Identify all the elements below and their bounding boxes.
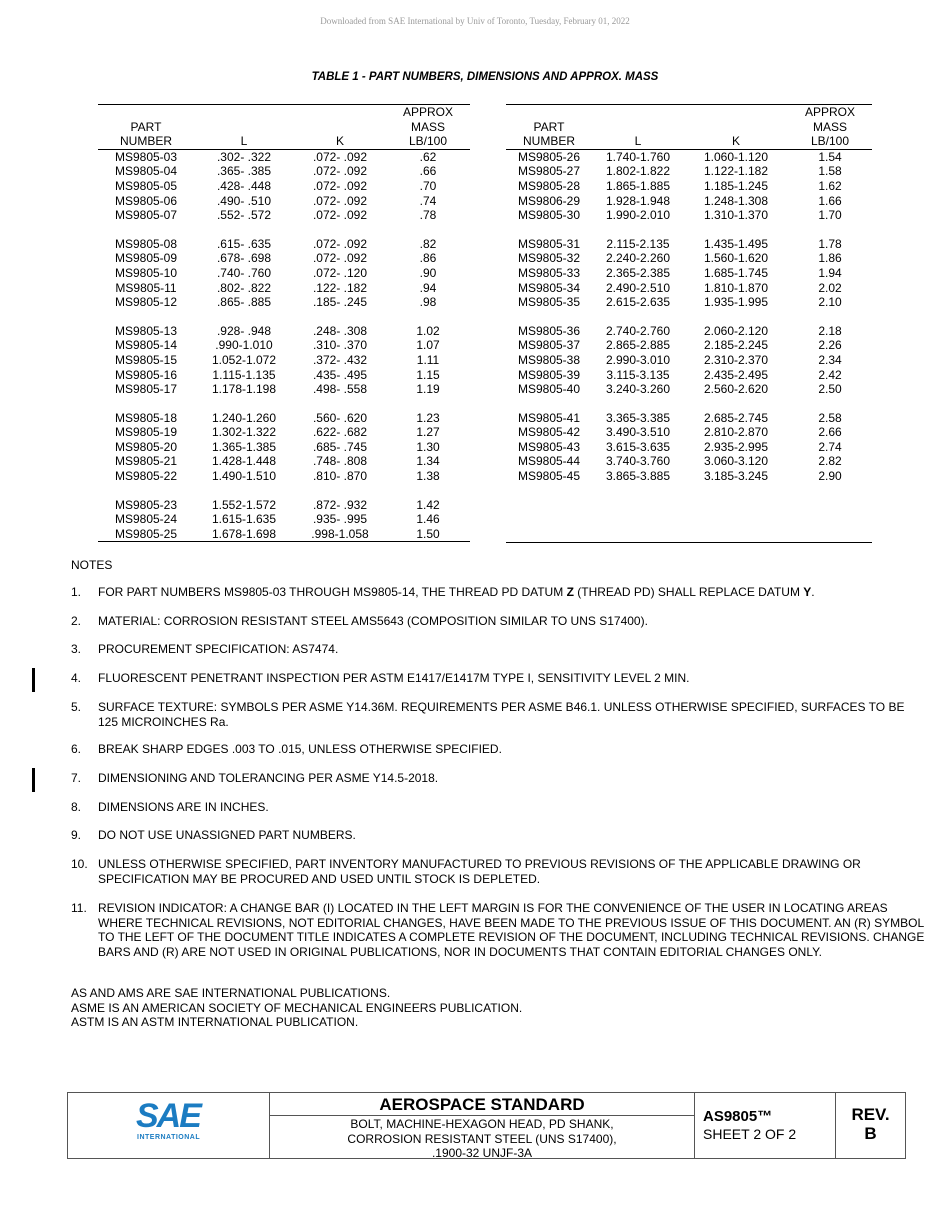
note-text: PROCUREMENT SPECIFICATION: AS7474. [98, 642, 339, 656]
note-text: BREAK SHARP EDGES .003 TO .015, UNLESS OTHERWISE SPECIFIED. [98, 742, 502, 756]
k-cell: .072- .120 [312, 265, 368, 280]
part-number-cell: MS9805-03 [114, 149, 178, 164]
k-cell: 1.310-1.370 [703, 208, 769, 223]
col-header-part-number: PART NUMBER [98, 105, 194, 150]
l-cell: 2.740-2.760 [605, 323, 671, 338]
part-number-cell: MS9805-20 [114, 439, 178, 454]
table-row [98, 295, 470, 310]
note-text: REVISION INDICATOR: A CHANGE BAR (I) LOCATED IN THE LEFT MARGIN IS FOR THE CONVENIENCE OF THE USER IN LOCATING AREAS WHERE TECHNICAL REVISIONS, NOT EDITORIAL CHANGES, HAVE BEEN MADE TO THE PREVIOUS ISSUE OF THIS DOCUMENT. AN (R) SYMBOL TO THE LEFT OF THE DOCUMENT TITLE INDICATES A COMPLETE REVISION OF THE DOCUMENT, INCLUDING TECHNICAL REVISIONS. CHANGE BARS AND (R) ARE NOT USED IN ORIGINAL PUBLICATIONS, NOR IN DOCUMENTS THAT CONTAIN EDITORIAL CHANGES ONLY. [98, 901, 925, 959]
table-row [506, 208, 872, 223]
l-cell: 1.490-1.510 [211, 469, 277, 484]
mass-cell: 2.66 [818, 425, 842, 440]
mass-cell: 1.38 [416, 469, 440, 484]
l-cell: 3.240-3.260 [605, 382, 671, 397]
k-cell: .072- .092 [312, 251, 368, 266]
part-number-cell: MS9805-39 [517, 367, 581, 382]
table-row [506, 194, 872, 209]
l-cell: .678- .698 [216, 251, 272, 266]
mass-cell: 2.10 [818, 295, 842, 310]
l-cell: 1.052-1.072 [211, 352, 277, 367]
note-text: DO NOT USE UNASSIGNED PART NUMBERS. [98, 828, 356, 842]
k-cell: .748- .808 [312, 454, 368, 469]
l-cell: .490- .510 [216, 193, 272, 208]
table-row [506, 353, 872, 368]
part-number-cell: MS9805-12 [114, 295, 178, 310]
l-cell: 2.365-2.385 [605, 265, 671, 280]
table-row [98, 266, 470, 281]
table-row [98, 237, 470, 252]
mass-cell: .74 [419, 193, 437, 208]
mass-cell: 2.50 [818, 382, 842, 397]
publication-line: ASTM IS AN ASTM INTERNATIONAL PUBLICATION. [71, 1015, 359, 1030]
k-cell: .072- .092 [312, 178, 368, 193]
table-row [98, 440, 470, 455]
part-table-left [98, 104, 470, 542]
l-cell: 1.928-1.948 [605, 193, 671, 208]
table-row [98, 382, 470, 397]
mass-cell: 2.90 [818, 469, 842, 484]
part-number-cell: MS9805-25 [114, 526, 178, 541]
l-cell: .365- .385 [216, 164, 272, 179]
part-number-cell: MS9805-16 [114, 367, 178, 382]
k-cell: .622- .682 [312, 425, 368, 440]
table-row [98, 251, 470, 266]
note-text: DIMENSIONING AND TOLERANCING PER ASME Y14.5-2018. [98, 771, 439, 785]
col-header-mass: APPROX MASS LB/100 [386, 105, 470, 150]
part-number-cell: MS9805-04 [114, 164, 178, 179]
table-row [506, 454, 872, 469]
l-cell: .615- .635 [216, 236, 272, 251]
table-row [98, 164, 470, 179]
revision-cell [836, 1093, 905, 1158]
note-number: 2. [71, 614, 82, 628]
note-number: 11. [71, 901, 87, 915]
mass-cell: .82 [419, 236, 437, 251]
publication-line: AS AND AMS ARE SAE INTERNATIONAL PUBLICATIONS. [71, 986, 391, 1000]
mass-cell: 1.02 [416, 323, 440, 338]
part-number-cell: MS9805-38 [517, 352, 581, 367]
l-cell: 1.615-1.635 [211, 512, 277, 527]
mass-cell: 2.34 [818, 352, 842, 367]
part-number-cell: MS9805-18 [114, 410, 178, 425]
mass-cell: 1.70 [818, 208, 842, 223]
mass-cell: .70 [419, 178, 437, 193]
table-row [98, 338, 470, 353]
table-row [98, 411, 470, 426]
k-cell: .872- .932 [312, 497, 368, 512]
table-row [506, 411, 872, 426]
document-number: AS9805™ [703, 1108, 773, 1125]
table-row [98, 353, 470, 368]
part-description [270, 1116, 694, 1161]
table-row [98, 324, 470, 339]
revision-value: B [864, 1124, 877, 1143]
part-number-cell: MS9805-42 [517, 425, 581, 440]
k-cell: 1.248-1.308 [703, 193, 769, 208]
change-bar [32, 768, 35, 792]
k-cell: 3.185-3.245 [703, 469, 769, 484]
k-cell: .435- .495 [312, 367, 368, 382]
k-cell: .310- .370 [312, 338, 368, 353]
mass-cell: 2.74 [818, 439, 842, 454]
l-cell: .740- .760 [216, 265, 272, 280]
publication-line: ASME IS AN AMERICAN SOCIETY OF MECHANICAL ENGINEERS PUBLICATION. [71, 1000, 523, 1015]
k-cell: .072- .092 [312, 236, 368, 251]
part-number-cell: MS9805-34 [517, 280, 581, 295]
table-row [506, 281, 872, 296]
k-cell: .072- .092 [312, 164, 368, 179]
table-row [506, 324, 872, 339]
part-number-cell: MS9805-19 [114, 425, 178, 440]
col-header-l: L [194, 105, 294, 150]
part-table-right [506, 104, 872, 484]
note-number: 8. [71, 800, 82, 814]
table-row [98, 498, 470, 513]
part-number-cell: MS9805-08 [114, 236, 178, 251]
note-number: 6. [71, 742, 82, 756]
k-cell: 1.810-1.870 [703, 280, 769, 295]
mass-cell: 1.50 [416, 526, 440, 541]
l-cell: 2.990-3.010 [605, 352, 671, 367]
k-cell: 1.435-1.495 [703, 236, 769, 251]
part-number-cell: MS9805-06 [114, 193, 178, 208]
part-number-cell: MS9805-40 [517, 382, 581, 397]
table-row [506, 251, 872, 266]
table-row [506, 469, 872, 484]
publications-list [71, 986, 522, 1030]
k-cell: .072- .092 [312, 193, 368, 208]
l-cell: .552- .572 [216, 208, 272, 223]
table-row [98, 179, 470, 194]
notes-heading: NOTES [71, 558, 113, 572]
note-number: 5. [71, 700, 82, 714]
l-cell: 3.115-3.135 [606, 367, 670, 382]
part-number-cell: MS9805-36 [517, 323, 581, 338]
description-line: CORROSION RESISTANT STEEL (UNS S17400), [347, 1131, 617, 1146]
k-cell: 1.685-1.745 [703, 265, 769, 280]
l-cell: 2.240-2.260 [605, 251, 671, 266]
mass-cell: 1.23 [416, 410, 440, 425]
k-cell: .685- .745 [312, 439, 368, 454]
note-text: MATERIAL: CORROSION RESISTANT STEEL AMS5643 (COMPOSITION SIMILAR TO UNS S17400). [98, 614, 648, 628]
k-cell: .122- .182 [312, 280, 368, 295]
k-cell: .248- .308 [312, 323, 368, 338]
l-cell: 1.365-1.385 [211, 439, 277, 454]
part-number-cell: MS9805-41 [517, 410, 581, 425]
mass-cell: 2.82 [818, 454, 842, 469]
l-cell: 1.740-1.760 [605, 149, 671, 164]
k-cell: 2.060-2.120 [703, 323, 769, 338]
k-cell: .072- .092 [312, 149, 368, 164]
table-row [98, 194, 470, 209]
table-row [98, 208, 470, 223]
mass-cell: 1.42 [416, 497, 440, 512]
l-cell: .802- .822 [216, 280, 272, 295]
l-cell: 1.178-1.198 [211, 382, 277, 397]
sae-logo-letters: SAE [136, 1097, 200, 1135]
part-number-cell: MS9805-44 [517, 454, 581, 469]
title-cell [270, 1093, 695, 1158]
part-number-cell: MS9805-27 [517, 164, 581, 179]
logo-cell [68, 1093, 270, 1158]
change-bar [32, 668, 35, 692]
part-number-cell: MS9805-33 [517, 265, 581, 280]
l-cell: 1.802-1.822 [605, 164, 671, 179]
table-row [98, 527, 470, 542]
sae-logo-subtext: INTERNATIONAL [137, 1134, 201, 1141]
k-cell: 2.810-2.870 [703, 425, 769, 440]
mass-cell: 2.02 [818, 280, 842, 295]
l-cell: 3.365-3.385 [605, 410, 671, 425]
part-number-cell: MS9805-13 [114, 323, 178, 338]
table-row [506, 368, 872, 383]
table-row [98, 281, 470, 296]
l-cell: .865- .885 [216, 295, 272, 310]
description-line: BOLT, MACHINE-HEXAGON HEAD, PD SHANK, [350, 1117, 614, 1131]
table-row [98, 368, 470, 383]
part-number-cell: MS9805-45 [517, 469, 581, 484]
k-cell: 2.185-2.245 [703, 338, 769, 353]
l-cell: 3.865-3.885 [605, 469, 671, 484]
mass-cell: 1.11 [416, 352, 440, 367]
table-row [506, 237, 872, 252]
col-header-mass: APPROX MASS LB/100 [788, 105, 872, 150]
l-cell: .928- .948 [216, 323, 272, 338]
part-number-cell: MS9805-23 [114, 497, 178, 512]
part-number-cell: MS9805-35 [517, 295, 581, 310]
download-watermark: Downloaded from SAE International by Univ of Toronto, Tuesday, February 01, 2022 [320, 16, 630, 26]
mass-cell: .86 [419, 251, 437, 266]
part-number-cell: MS9805-28 [517, 178, 581, 193]
l-cell: .302- .322 [216, 149, 272, 164]
part-number-cell: MS9805-30 [517, 208, 581, 223]
mass-cell: 1.58 [818, 164, 842, 179]
document-number-cell [695, 1093, 836, 1158]
mass-cell: .78 [419, 208, 437, 223]
table-row [98, 469, 470, 484]
mass-cell: 1.07 [416, 338, 440, 353]
part-number-cell: MS9805-21 [114, 454, 178, 469]
note-number: 3. [71, 642, 82, 656]
note-text: DIMENSIONS ARE IN INCHES. [98, 800, 269, 814]
table-row [506, 425, 872, 440]
note-text: FLUORESCENT PENETRANT INSPECTION PER ASTM E1417/E1417M TYPE I, SENSITIVITY LEVEL 2 MIN. [98, 671, 690, 685]
part-number-cell: MS9805-15 [114, 352, 178, 367]
mass-cell: 1.86 [818, 251, 842, 266]
part-number-cell: MS9805-22 [114, 469, 178, 484]
part-number-cell: MS9805-37 [517, 338, 581, 353]
col-header-k: K [294, 105, 386, 150]
l-cell: 2.615-2.635 [605, 295, 671, 310]
note-number: 7. [71, 771, 82, 785]
k-cell: 1.122-1.182 [703, 164, 769, 179]
sheet-number: SHEET 2 OF 2 [703, 1126, 797, 1142]
table-row [506, 338, 872, 353]
k-cell: .810- .870 [312, 469, 368, 484]
note-text: UNLESS OTHERWISE SPECIFIED, PART INVENTORY MANUFACTURED TO PREVIOUS REVISIONS OF THE APPLICABLE DRAWING OR SPECIFICATION MAY BE PROCURED AND USED UNTIL STOCK IS DEPLETED. [98, 857, 861, 886]
part-number-cell: MS9805-43 [517, 439, 581, 454]
mass-cell: 2.26 [818, 338, 842, 353]
k-cell: .372- .432 [312, 352, 368, 367]
col-header-k: K [684, 105, 788, 150]
table-title: TABLE 1 - PART NUMBERS, DIMENSIONS AND APPROX. MASS [311, 71, 659, 83]
k-cell: 1.185-1.245 [703, 178, 769, 193]
mass-cell: 1.54 [818, 149, 842, 164]
standard-heading: AEROSPACE STANDARD [270, 1093, 694, 1116]
k-cell: .935- .995 [312, 512, 368, 527]
table-row [506, 440, 872, 455]
k-cell: .498- .558 [312, 382, 368, 397]
mass-cell: 1.34 [416, 454, 440, 469]
mass-cell: .62 [419, 149, 437, 164]
l-cell: 2.865-2.885 [605, 338, 671, 353]
note-number: 4. [71, 671, 82, 685]
k-cell: 2.310-2.370 [703, 352, 769, 367]
note-number: 10. [71, 857, 88, 871]
part-number-cell: MS9805-32 [517, 251, 581, 266]
table-row [506, 149, 872, 164]
table-row [506, 164, 872, 179]
l-cell: 1.552-1.572 [211, 497, 277, 512]
part-number-cell: MS9805-24 [114, 512, 178, 527]
mass-cell: 1.78 [818, 236, 842, 251]
part-number-cell: MS9805-05 [114, 178, 178, 193]
l-cell: 1.302-1.322 [211, 425, 277, 440]
mass-cell: 1.19 [416, 382, 440, 397]
note-text: SURFACE TEXTURE: SYMBOLS PER ASME Y14.36M. REQUIREMENTS PER ASME B46.1. UNLESS OTHERWISE SPECIFIED, SURFACES TO BE 125 MICROINCHES Ra. [98, 700, 905, 729]
k-cell: .072- .092 [312, 208, 368, 223]
mass-cell: 1.30 [416, 439, 440, 454]
l-cell: 1.990-2.010 [605, 208, 671, 223]
mass-cell: 2.42 [818, 367, 842, 382]
k-cell: 2.560-2.620 [703, 382, 769, 397]
table-row [506, 382, 872, 397]
table-row [98, 512, 470, 527]
k-cell: 3.060-3.120 [703, 454, 769, 469]
table-row [98, 454, 470, 469]
description-line: .1900-32 UNJF-3A [431, 1146, 533, 1160]
part-number-cell: MS9805-11 [115, 280, 177, 295]
title-block [67, 1092, 906, 1159]
table-row [506, 266, 872, 281]
table-row [98, 149, 470, 164]
k-cell: .185- .245 [312, 295, 368, 310]
note-number: 9. [71, 828, 82, 842]
l-cell: 2.115-2.135 [606, 236, 670, 251]
l-cell: 3.490-3.510 [605, 425, 671, 440]
mass-cell: 2.58 [818, 410, 842, 425]
l-cell: 1.428-1.448 [211, 454, 277, 469]
k-cell: 1.560-1.620 [703, 251, 769, 266]
col-header-part-number: PART NUMBER [506, 105, 592, 150]
l-cell: 3.615-3.635 [605, 439, 671, 454]
l-cell: .428- .448 [216, 178, 272, 193]
k-cell: 1.060-1.120 [703, 149, 769, 164]
mass-cell: 1.94 [818, 265, 842, 280]
mass-cell: .90 [419, 265, 437, 280]
mass-cell: 2.18 [818, 323, 842, 338]
mass-cell: .98 [419, 295, 437, 310]
col-header-l: L [592, 105, 684, 150]
note-number: 1. [71, 585, 82, 599]
table-row [98, 425, 470, 440]
l-cell: 1.240-1.260 [211, 410, 277, 425]
table-row [506, 179, 872, 194]
mass-cell: 1.27 [416, 425, 440, 440]
mass-cell: .94 [419, 280, 437, 295]
mass-cell: 1.66 [818, 193, 842, 208]
k-cell: .998-1.058 [311, 526, 369, 541]
part-number-cell: MS9805-10 [114, 265, 178, 280]
part-number-cell: MS9805-17 [114, 382, 178, 397]
table-bottom-rule [506, 542, 872, 543]
l-cell: .990-1.010 [215, 338, 273, 353]
l-cell: 1.865-1.885 [605, 178, 671, 193]
mass-cell: 1.62 [818, 178, 842, 193]
l-cell: 1.115-1.135 [212, 367, 276, 382]
mass-cell: 1.15 [416, 367, 440, 382]
l-cell: 1.678-1.698 [211, 526, 277, 541]
part-number-cell: MS9806-29 [517, 193, 581, 208]
part-number-cell: MS9805-31 [517, 236, 581, 251]
mass-cell: .66 [419, 164, 437, 179]
l-cell: 2.490-2.510 [605, 280, 671, 295]
part-number-cell: MS9805-09 [114, 251, 178, 266]
sae-logo [136, 1099, 200, 1141]
part-number-cell: MS9805-26 [517, 149, 581, 164]
k-cell: 2.435-2.495 [703, 367, 769, 382]
k-cell: 2.935-2.995 [703, 439, 769, 454]
k-cell: 1.935-1.995 [703, 295, 769, 310]
k-cell: .560- .620 [312, 410, 368, 425]
mass-cell: 1.46 [416, 512, 440, 527]
note-text: FOR PART NUMBERS MS9805-03 THROUGH MS9805-14, THE THREAD PD DATUM Z (THREAD PD) SHALL REPLACE DATUM Y. [98, 585, 815, 599]
k-cell: 2.685-2.745 [703, 410, 769, 425]
part-number-cell: MS9805-07 [114, 208, 178, 223]
l-cell: 3.740-3.760 [605, 454, 671, 469]
table-row [506, 295, 872, 310]
revision-label: REV. [851, 1105, 890, 1124]
part-number-cell: MS9805-14 [114, 338, 178, 353]
